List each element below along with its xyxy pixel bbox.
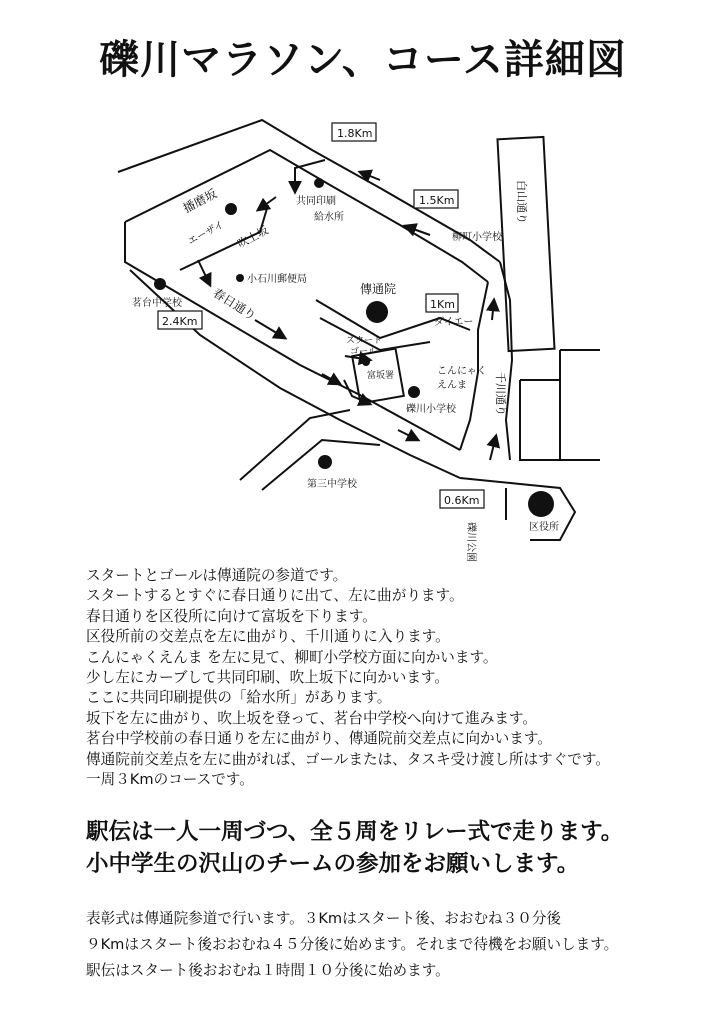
- label-tomizaka: 富坂署: [367, 371, 395, 381]
- third-school-marker: [318, 455, 332, 469]
- label-goal: ゴール: [350, 347, 377, 357]
- route-line: 傳通院前交差点を左に曲がれば、ゴールまたは、タスキ受け渡し所はすぐです。: [86, 750, 610, 768]
- note-line: 駅伝はスタート後おおむね１時間１０分後に始めます。: [86, 962, 450, 979]
- label-kyodo: 共同印刷: [296, 196, 336, 207]
- route-line: スタートとゴールは傳通院の参道です。: [86, 567, 348, 584]
- label-daiei: ダイエー: [434, 317, 474, 328]
- route-line: 春日通りを区役所に向けて富坂を下ります。: [86, 607, 377, 625]
- route-arrow-7: [398, 430, 418, 440]
- distance-1-5: 1.5Km: [419, 194, 455, 207]
- myogadai-marker: [154, 278, 166, 290]
- label-enma: えんま: [437, 380, 467, 391]
- post-office-marker: [236, 274, 244, 282]
- label-myogadai: 茗台中学校: [132, 298, 182, 309]
- note-line: 表彰式は傳通院参道で行います。３Kmはスタート後、おおむね３０分後: [86, 910, 562, 927]
- announcement-line: 小中学生の沢山のチームの参加をお願いします。: [86, 851, 580, 877]
- course-map: [0, 95, 726, 585]
- denzuin-marker: [366, 301, 388, 323]
- notes: [86, 906, 618, 984]
- label-konnyaku: こんにゃく: [437, 366, 487, 377]
- route-line: 坂下を左に曲がり、吹上坂を登って、茗台中学校へ向けて進みます。: [86, 709, 537, 727]
- street-sengawa: 千川通り: [494, 372, 507, 416]
- distance-1-8: 1.8Km: [337, 127, 373, 140]
- distance-2-4: 2.4Km: [162, 315, 198, 328]
- announcement-line: 駅伝は一人一周づつ、全５周をリレー式で走ります。: [86, 819, 624, 845]
- street-harimazaka: 播磨坂: [180, 186, 220, 216]
- route-description: [86, 566, 610, 790]
- route-line: 少し左にカーブして共同印刷、吹上坂下に向かいます。: [86, 669, 449, 687]
- label-rekisen-school: 礫川小学校: [406, 404, 456, 415]
- route-arrow-9: [492, 300, 494, 320]
- road-hakusan-block: [497, 137, 554, 351]
- ezai-marker: [225, 203, 237, 215]
- label-ward-office: 区役所: [529, 522, 559, 533]
- note-line: ９Kmはスタート後おおむね４５分後に始めます。それまで待機をお願いします。: [86, 936, 619, 953]
- road-upper-inner-edge: [125, 150, 488, 282]
- distance-0-6: 0.6Km: [444, 494, 480, 507]
- route-line: ここに共同印刷提供の「給水所」があります。: [86, 689, 392, 707]
- label-rekisen-park: 礫川公園: [465, 522, 476, 562]
- distance-1: 1Km: [430, 298, 455, 311]
- road-lower-edge: [240, 410, 350, 480]
- route-line: 茗台中学校前の春日通りを左に曲がり、傳通院前交差点に向かいます。: [86, 730, 552, 748]
- announcement: [86, 816, 623, 880]
- tomizaka-marker: [362, 358, 370, 366]
- route-line: 一周３Kmのコースです。: [86, 771, 254, 789]
- ward-office-marker: [528, 491, 554, 517]
- rekisen-school-marker: [408, 386, 420, 398]
- kyodo-marker: [314, 178, 324, 188]
- street-fukiagezaka: 吹上坂: [235, 223, 271, 251]
- road-kasuga-edge: [125, 222, 460, 450]
- route-arrow-3: [198, 260, 210, 285]
- route-line: スタートするとすぐに春日通りに出て、左に曲がります。: [86, 587, 464, 605]
- route-arrow-8: [490, 436, 496, 460]
- label-start: スタート: [346, 336, 383, 346]
- street-hakusan: 白山通り: [515, 180, 528, 224]
- label-ezai: エーザイ: [186, 219, 227, 248]
- route-line: こんにゃくえんま を左に見て、柳町小学校方面に向かいます。: [86, 648, 498, 666]
- label-third-school: 第三中学校: [307, 479, 357, 490]
- page-title: 礫川マラソン、コース詳細図: [99, 37, 627, 83]
- route-arrow-5: [322, 374, 340, 384]
- street-kasuga: 春日通り: [210, 285, 259, 323]
- label-denzuin: 傳通院: [360, 282, 397, 296]
- route-line: 区役所前の交差点を左に曲がり、千川通りに入ります。: [86, 628, 450, 646]
- road-right-grid: [520, 350, 600, 460]
- label-kyusui: 給水所: [314, 212, 344, 223]
- label-yanagi-school: 柳町小学校: [452, 232, 502, 243]
- route-arrow-4: [255, 320, 285, 338]
- label-post-office: 小石川郵便局: [247, 274, 307, 285]
